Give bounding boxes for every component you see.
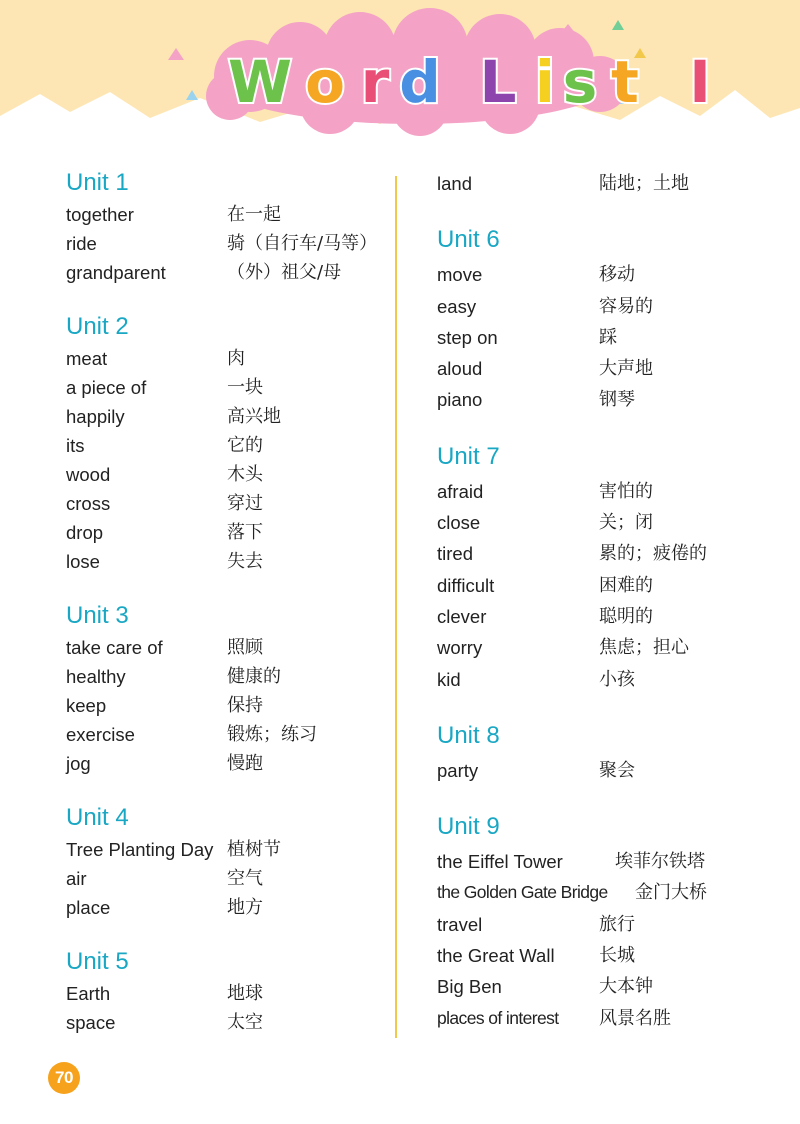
chinese-meaning: 健康的 — [227, 666, 281, 687]
unit-heading: Unit 5 — [66, 948, 129, 975]
word-row — [66, 258, 386, 287]
chinese-meaning: 长城 — [599, 945, 635, 967]
english-word: the Eiffel Tower — [437, 851, 563, 873]
word-row — [437, 664, 757, 695]
word-row — [66, 402, 386, 431]
chinese-meaning: 金门大桥 — [635, 882, 707, 904]
chinese-meaning: 太空 — [227, 1012, 263, 1033]
chinese-meaning: 移动 — [599, 264, 635, 286]
english-word: place — [66, 897, 111, 918]
chinese-meaning: 钢琴 — [599, 389, 635, 411]
word-row — [437, 755, 757, 786]
word-row — [66, 460, 386, 489]
title-letter: i — [535, 48, 555, 116]
unit-heading: Unit 7 — [437, 442, 500, 470]
word-row — [66, 893, 386, 922]
title-letter: L — [479, 48, 517, 116]
english-word: places of interest — [437, 1007, 559, 1028]
title-letter: d — [399, 48, 441, 116]
unit-section — [66, 601, 386, 778]
column-divider — [395, 176, 397, 1038]
chinese-meaning: （外）祖父/母 — [227, 262, 342, 283]
chinese-meaning: 肉 — [227, 348, 245, 369]
english-word: air — [66, 868, 87, 889]
word-row — [66, 344, 386, 373]
english-word: Big Ben — [437, 976, 502, 998]
chinese-meaning: 高兴地 — [227, 406, 281, 427]
word-row — [437, 632, 757, 663]
title-letter: t — [611, 48, 639, 116]
english-word: difficult — [437, 574, 495, 596]
word-row — [66, 835, 386, 864]
word-row — [437, 538, 757, 569]
english-word: space — [66, 1012, 116, 1033]
english-word: clever — [437, 605, 487, 627]
word-row — [66, 518, 386, 547]
word-row — [437, 322, 757, 353]
word-row — [66, 431, 386, 460]
word-column-right — [437, 168, 757, 1060]
unit-heading: Unit 3 — [66, 602, 129, 629]
unit-section — [437, 168, 757, 199]
chinese-meaning: 木头 — [227, 464, 263, 485]
unit-section — [66, 168, 386, 287]
english-word: Tree Planting Day — [66, 839, 214, 860]
chinese-meaning: 大本钟 — [599, 976, 653, 998]
english-word: keep — [66, 695, 107, 716]
english-word: cross — [66, 493, 111, 514]
english-word: piano — [437, 389, 483, 411]
chinese-meaning: 慢跑 — [227, 753, 263, 774]
chinese-meaning: 焦虑；担心 — [599, 637, 689, 659]
chinese-meaning: 锻炼；练习 — [227, 724, 317, 745]
chinese-meaning: 踩 — [599, 326, 617, 348]
word-row — [66, 633, 386, 662]
chinese-meaning: 累的；疲倦的 — [599, 543, 707, 565]
word-row — [66, 720, 386, 749]
english-word: a piece of — [66, 377, 147, 398]
english-word: afraid — [437, 480, 484, 502]
unit-section — [66, 803, 386, 922]
unit-heading: Unit 9 — [437, 813, 500, 841]
english-word: Earth — [66, 983, 111, 1004]
word-row — [66, 749, 386, 778]
english-word: take care of — [66, 637, 163, 658]
unit-heading: Unit 4 — [66, 804, 129, 831]
word-row — [66, 864, 386, 893]
chinese-meaning: 旅行 — [599, 913, 635, 935]
word-row — [437, 877, 757, 908]
english-word: ride — [66, 233, 97, 254]
english-word: healthy — [66, 666, 126, 687]
english-word: land — [437, 173, 472, 194]
english-word: aloud — [437, 358, 483, 380]
unit-heading: Unit 6 — [437, 226, 500, 254]
chinese-meaning: 保持 — [227, 695, 263, 716]
word-row — [66, 1008, 386, 1037]
english-word: kid — [437, 668, 461, 690]
unit-section — [66, 312, 386, 576]
english-word: wood — [66, 464, 111, 485]
word-row — [437, 940, 757, 971]
word-row — [437, 846, 757, 877]
title-banner — [0, 0, 800, 140]
unit-heading: Unit 1 — [66, 169, 129, 196]
word-row — [437, 259, 757, 290]
chinese-meaning: 落下 — [227, 522, 263, 543]
chinese-meaning: 一块 — [227, 377, 263, 398]
chinese-meaning: 陆地；土地 — [599, 173, 689, 194]
english-word: close — [437, 512, 481, 534]
chinese-meaning: 骑（自行车/马等） — [227, 233, 378, 254]
chinese-meaning: 大声地 — [599, 358, 653, 380]
word-row — [66, 229, 386, 258]
word-row — [437, 168, 757, 199]
word-row — [437, 291, 757, 322]
word-row — [437, 570, 757, 601]
title-letter: I — [689, 48, 711, 116]
title-letter: r — [360, 48, 390, 116]
word-row — [66, 547, 386, 576]
chinese-meaning: 照顾 — [227, 637, 263, 658]
title-letter: s — [562, 48, 598, 116]
english-word: step on — [437, 326, 498, 348]
english-word: meat — [66, 348, 108, 369]
word-row — [437, 507, 757, 538]
english-word: travel — [437, 913, 483, 935]
chinese-meaning: 地方 — [227, 897, 263, 918]
title-letter: W — [228, 48, 292, 116]
english-word: exercise — [66, 724, 135, 745]
chinese-meaning: 失去 — [227, 551, 263, 572]
chinese-meaning: 小孩 — [599, 668, 635, 690]
english-word: party — [437, 759, 479, 781]
english-word: grandparent — [66, 262, 166, 283]
english-word: tired — [437, 543, 473, 565]
unit-heading: Unit 2 — [66, 313, 129, 340]
chinese-meaning: 它的 — [227, 435, 263, 456]
english-word: the Golden Gate Bridge — [437, 882, 608, 903]
title-letter: o — [305, 48, 345, 116]
chinese-meaning: 在一起 — [227, 204, 281, 225]
unit-section — [437, 442, 757, 695]
english-word: jog — [66, 753, 91, 774]
chinese-meaning: 困难的 — [599, 574, 653, 596]
word-row — [437, 353, 757, 384]
word-row — [66, 691, 386, 720]
word-row — [437, 476, 757, 507]
english-word: drop — [66, 522, 104, 543]
english-word: lose — [66, 551, 100, 572]
chinese-meaning: 地球 — [227, 983, 263, 1004]
chinese-meaning: 聪明的 — [599, 605, 653, 627]
chinese-meaning: 风景名胜 — [599, 1007, 671, 1029]
word-row — [66, 373, 386, 402]
unit-section — [437, 721, 757, 786]
word-column-left — [66, 168, 386, 1062]
english-word: together — [66, 204, 134, 225]
unit-section — [437, 225, 757, 415]
english-word: its — [66, 435, 85, 456]
english-word: worry — [437, 637, 483, 659]
english-word: the Great Wall — [437, 945, 555, 967]
chinese-meaning: 植树节 — [227, 839, 281, 860]
chinese-meaning: 空气 — [227, 868, 263, 889]
english-word: easy — [437, 295, 477, 317]
unit-heading: Unit 8 — [437, 721, 500, 749]
unit-section — [437, 812, 757, 1034]
word-row — [66, 979, 386, 1008]
chinese-meaning: 聚会 — [599, 759, 635, 781]
english-word: move — [437, 264, 483, 286]
word-row — [66, 662, 386, 691]
chinese-meaning: 埃菲尔铁塔 — [615, 851, 705, 873]
unit-section — [66, 947, 386, 1037]
chinese-meaning: 关；闭 — [599, 512, 653, 534]
word-row — [437, 384, 757, 415]
page-number: 70 — [48, 1062, 80, 1094]
chinese-meaning: 害怕的 — [599, 480, 653, 502]
english-word: happily — [66, 406, 125, 427]
word-row — [66, 200, 386, 229]
chinese-meaning: 容易的 — [599, 295, 653, 317]
word-row — [437, 1003, 757, 1034]
word-row — [66, 489, 386, 518]
word-row — [437, 601, 757, 632]
word-row — [437, 971, 757, 1002]
chinese-meaning: 穿过 — [227, 493, 263, 514]
title-cloud — [0, 0, 800, 140]
word-row — [437, 909, 757, 940]
